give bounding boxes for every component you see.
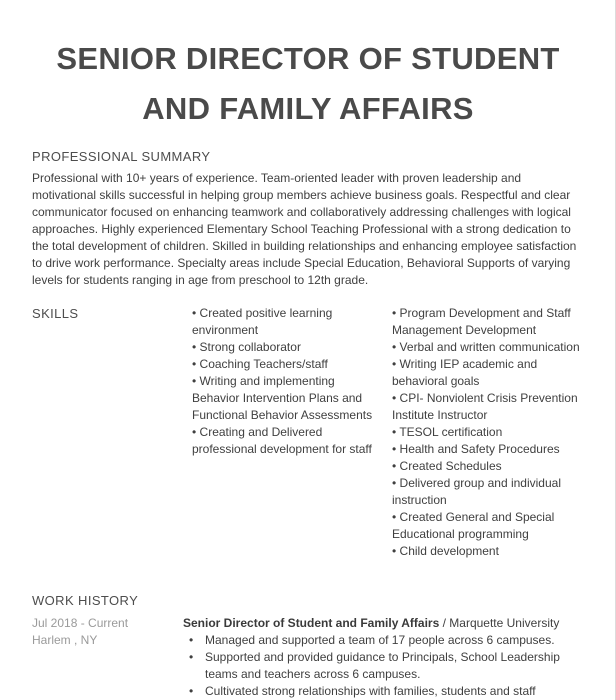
job-location: Harlem , NY <box>32 633 98 647</box>
job-meta <box>32 615 128 649</box>
job-bullet: • Supported and provided guidance to Principals, School Leadership teams and teachers across 6 campuses. <box>183 649 583 683</box>
skill-item: • CPI- Nonviolent Crisis Prevention Institute Instructor <box>392 390 582 424</box>
resume-title-line1: SENIOR DIRECTOR OF STUDENT <box>56 41 560 76</box>
job-title-line <box>183 615 559 632</box>
skill-item: • Child development <box>392 543 582 560</box>
skills-column-1 <box>192 305 382 458</box>
skill-item: • Health and Safety Procedures <box>392 441 582 458</box>
professional-summary-text: Professional with 10+ years of experience. Team-oriented leader with proven leadership and motivational skills successful in helping group members achieve business goals. Respectful and clear communicator focused on enhancing teamwork and collaboratively addressing challenges with logical approaches. Highly experienced Elementary School Teaching Professional with a strong dedication to the total development of children. Skilled in building relationships and enhancing employee satisfaction to drive work performance. Specialty areas include Special Education, Behavioral Supports of varying levels for students ranging in age from preschool to 12th grade. <box>32 171 577 287</box>
resume-title-line2: AND FAMILY AFFAIRS <box>142 91 474 126</box>
skill-item: • TESOL certification <box>392 424 582 441</box>
skill-item: • Writing IEP academic and behavioral goals <box>392 356 582 390</box>
skill-item: • Creating and Delivered professional development for staff <box>192 424 382 458</box>
skill-item: • Verbal and written communication <box>392 339 582 356</box>
job-bullets <box>183 632 583 700</box>
job-dates: Jul 2018 - Current <box>32 616 129 630</box>
work-history-heading: WORK HISTORY <box>32 593 139 608</box>
skill-item: • Created General and Special Educational programming <box>392 509 582 543</box>
skills-heading: SKILLS <box>32 306 79 321</box>
professional-summary-heading: PROFESSIONAL SUMMARY <box>32 149 211 164</box>
skill-item: • Writing and implementing Behavior Intervention Plans and Functional Behavior Assessments <box>192 373 382 424</box>
job-employer: / Marquette University <box>442 616 560 630</box>
skill-item: • Delivered group and individual instruction <box>392 475 582 509</box>
skill-item: • Created Schedules <box>392 458 582 475</box>
resume-title <box>0 34 616 134</box>
skills-column-2 <box>392 305 582 560</box>
job-bullet: • Cultivated strong relationships with families, students and staff <box>183 683 583 700</box>
skill-item: • Program Development and Staff Management Development <box>392 305 582 339</box>
skill-item: • Created positive learning environment <box>192 305 382 339</box>
skill-item: • Coaching Teachers/staff <box>192 356 382 373</box>
job-bullet: • Managed and supported a team of 17 people across 6 campuses. <box>183 632 583 649</box>
job-role: Senior Director of Student and Family Affairs <box>183 616 440 630</box>
skill-item: • Strong collaborator <box>192 339 382 356</box>
